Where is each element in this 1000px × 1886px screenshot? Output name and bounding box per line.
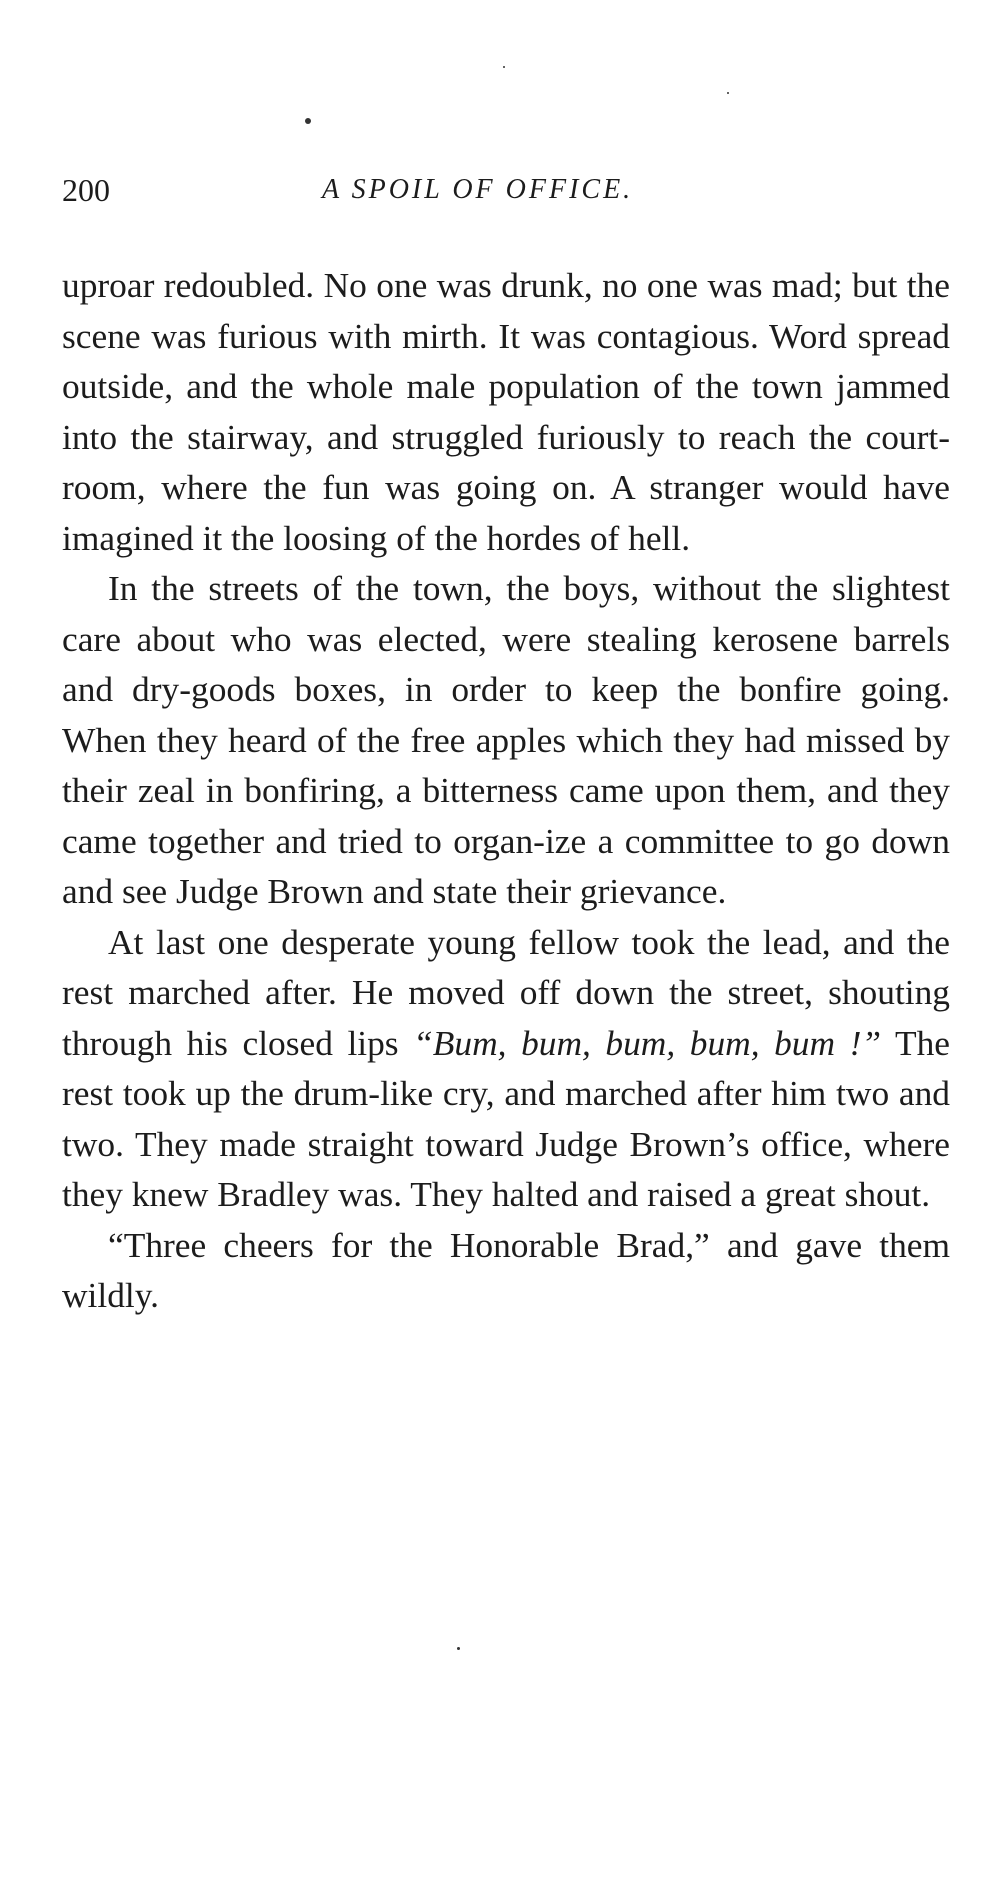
paragraph-2 <box>62 563 950 917</box>
page-number: 200 <box>62 172 110 208</box>
print-speck <box>305 118 311 124</box>
paragraph-3 <box>62 917 950 1220</box>
drum-cry-quote: “Bum, bum, bum, bum, bum !” <box>413 1022 882 1063</box>
running-header <box>62 168 952 212</box>
running-title: A SPOIL OF OFFICE. <box>322 174 634 205</box>
paragraph-3-text-b: The rest took up the drum-like cry, and marched after him two and two. They made straight toward Judge Brown’s office, where they knew Bradley was. They halted and raised a great shout. <box>62 1022 950 1214</box>
paragraph-4-text: “Three cheers for the Honorable Brad,” and gave them wildly. <box>62 1224 950 1315</box>
print-speck <box>457 1647 460 1650</box>
paragraph-4 <box>62 1220 950 1321</box>
paragraph-1 <box>62 260 950 563</box>
body-text <box>62 260 950 1321</box>
print-speck <box>727 92 729 94</box>
paragraph-2-text: In the streets of the town, the boys, without the slightest care about who was elected, were stealing kerosene barrels and dry-goods boxes, in order to keep the bonfire going. When they heard of the free apples which they had missed by their zeal in bonfiring, a bitterness came upon them, and they came together and tried to organ-ize a committee to go down and see Judge Brown and state their grievance. <box>62 568 950 911</box>
print-speck <box>503 66 505 68</box>
paragraph-1-text: uproar redoubled. No one was drunk, no one was mad; but the scene was furious with mirth. It was contagious. Word spread outside, and the whole male population of the town jammed into the stairway, and struggled furiously to reach the court-room, where the fun was going on. A stranger would have imagined it the loosing of the hordes of hell. <box>62 265 950 558</box>
paragraph-3-text-a: At last one desperate young fellow took the lead, and the rest marched after. He moved off down the street, shouting through his closed lips <box>62 921 950 1063</box>
